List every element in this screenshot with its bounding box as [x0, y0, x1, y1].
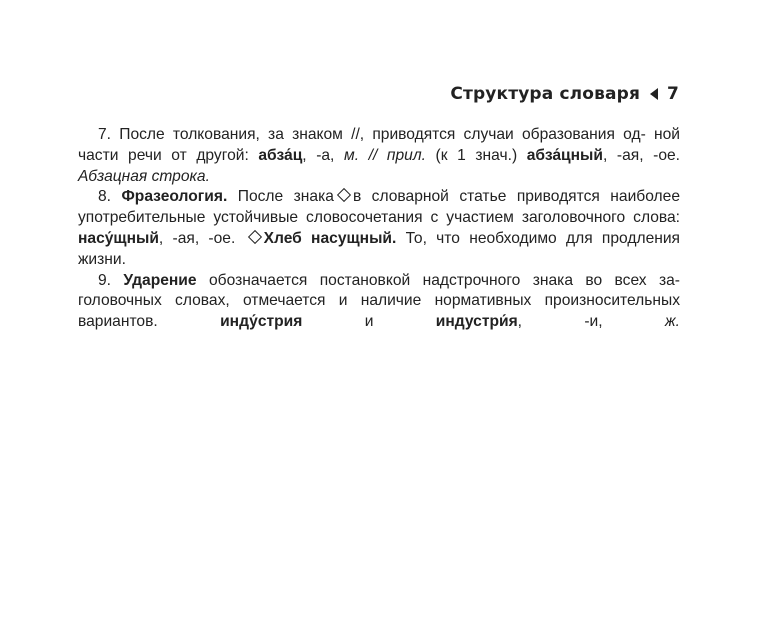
- text-run: головочных словах, отмечается и наличие нормативных произносительных: [78, 292, 680, 310]
- paragraph-8: [78, 187, 680, 270]
- left-triangle-icon: [650, 88, 658, 100]
- text-run: , -а,: [302, 146, 335, 164]
- text-run: После толкования, за знаком //, приводятся случаи образования од-: [119, 126, 646, 143]
- body-text: [78, 125, 680, 333]
- text-run: , -ая, -ое.: [158, 229, 236, 247]
- example-phrase: Абзацная строка.: [78, 167, 210, 185]
- page-number: 7: [667, 84, 679, 104]
- headword: насу́щный: [78, 229, 159, 247]
- paragraph-7: [78, 125, 680, 187]
- text-run: То, что необходимо для: [405, 229, 593, 247]
- text-run: вариантов.: [78, 313, 158, 331]
- text-run: слова:: [633, 209, 680, 227]
- section-term: Ударение: [123, 271, 197, 289]
- headword: инду́стрия: [220, 313, 303, 331]
- paragraph-9: [78, 271, 680, 333]
- text-run: обозначается постановкой надстрочного знака во всех за-: [208, 271, 680, 289]
- text-run: в словарной статье приводятся наиболее: [352, 188, 680, 206]
- separator-mark: //: [368, 146, 378, 164]
- text-run: -ое.: [653, 146, 680, 164]
- text-run: употребительные устойчивые словосочетания с участием заголовочного: [78, 209, 626, 227]
- text-run: и: [364, 313, 374, 331]
- diamond-icon: [337, 188, 351, 202]
- headword: абза́ц: [258, 146, 303, 164]
- headword: абза́цный: [526, 146, 603, 164]
- item-number: 8.: [98, 188, 112, 206]
- grammar-mark: м.: [344, 146, 360, 164]
- headword: индустри́я: [435, 313, 518, 331]
- running-title: Структура словаря: [450, 84, 641, 104]
- text-run: ной части речи от другой:: [78, 126, 680, 164]
- text-run: После знака: [237, 188, 334, 206]
- text-run: , -и,: [517, 313, 603, 331]
- phrase-headword: Хлеб насущный.: [263, 229, 397, 247]
- text-run: , -ая,: [602, 146, 644, 164]
- grammar-mark: прил.: [386, 146, 426, 164]
- text-run: продления жизни.: [78, 229, 681, 268]
- grammar-mark: ж.: [664, 313, 680, 331]
- text-run: (к 1 знач.): [435, 146, 518, 164]
- diamond-icon: [248, 230, 262, 244]
- page-header: [450, 84, 679, 104]
- section-term: Фразеология.: [121, 188, 228, 206]
- item-number: 9.: [98, 271, 112, 289]
- item-number: 7.: [98, 126, 112, 143]
